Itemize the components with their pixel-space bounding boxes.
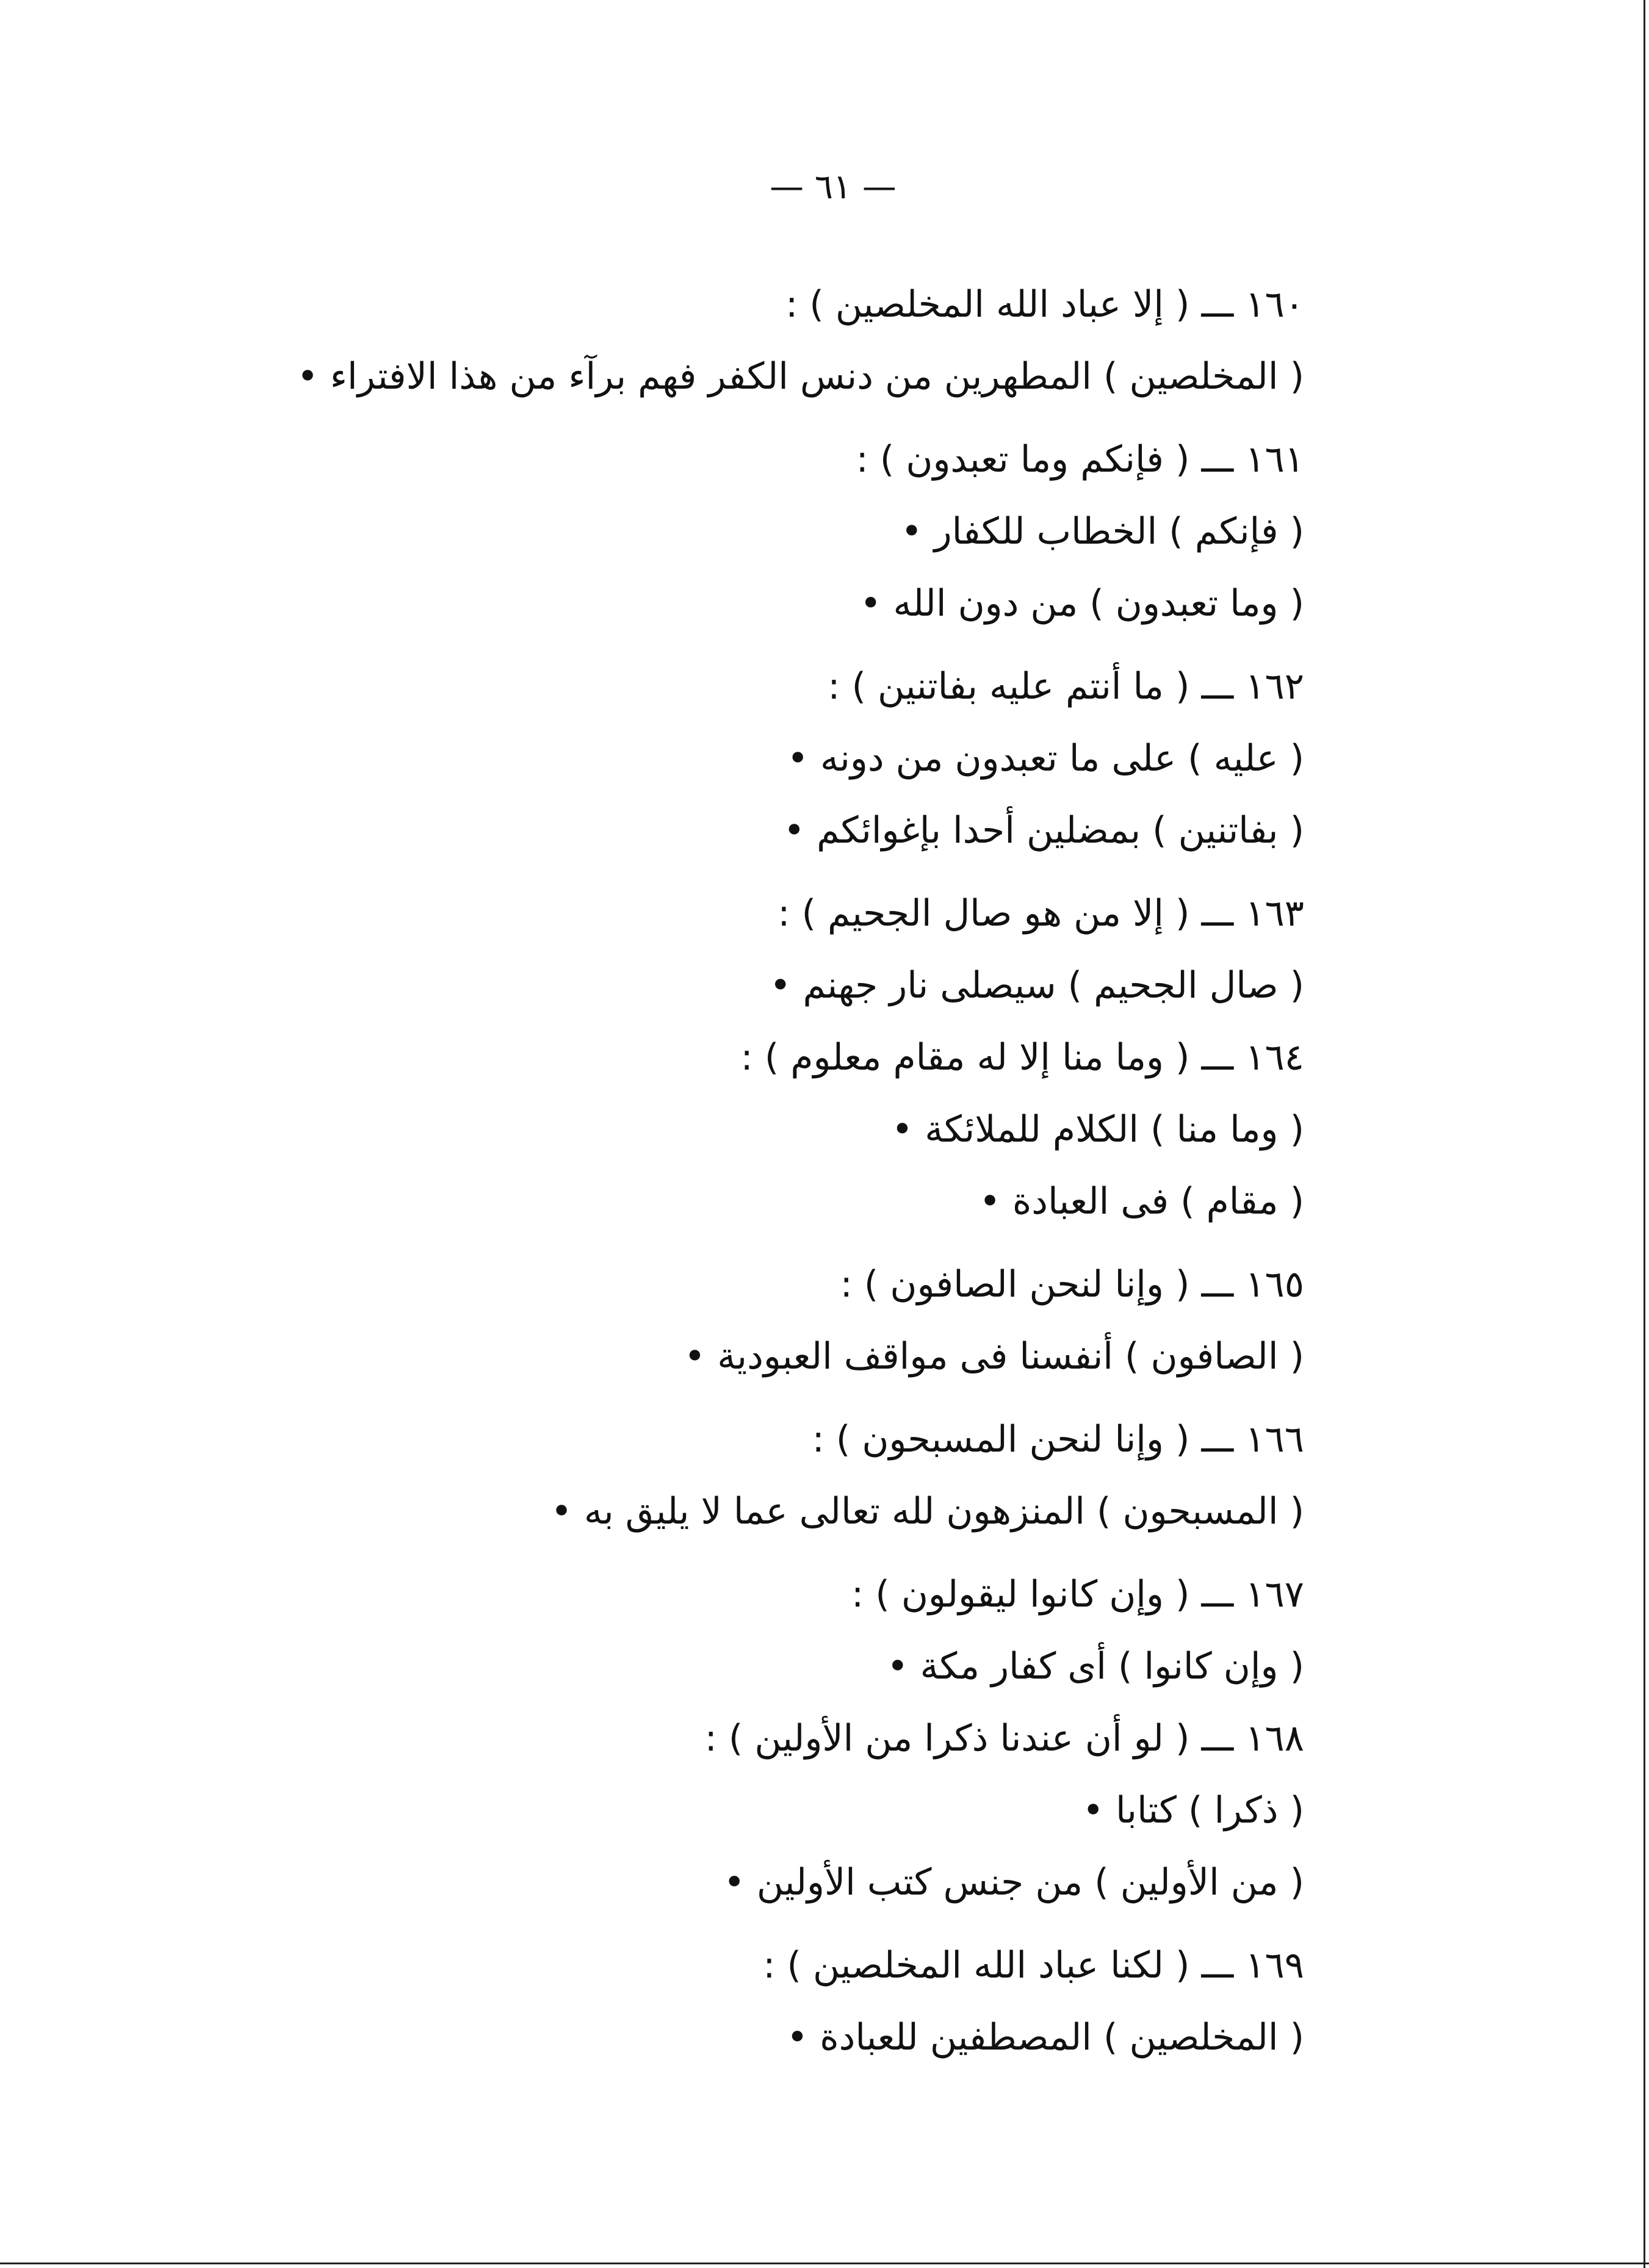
verse-heading-165: ١٦٥ ـــ ( وإنا لنحن الصافون ) : (840, 1263, 1304, 1306)
gloss-line: ( وإن كانوا ) أى كفار مكة • (887, 1645, 1304, 1688)
gloss-line: ( عليه ) على ما تعبدون من دونه • (787, 737, 1304, 780)
commentary-text (236, 268, 1304, 2073)
verse-heading-161: ١٦١ ـــ ( فإنكم وما تعبدون ) : (856, 438, 1304, 481)
gloss-line: ( المخلصين ) المصطفين للعبادة • (786, 2016, 1304, 2059)
gloss-line: ( ذكرا ) كتابا • (1082, 1789, 1304, 1832)
gloss-line: ( صال الجحيم ) سيصلى نار جهنم • (769, 964, 1304, 1007)
gloss-line: ( الصافون ) أنفسنا فى مواقف العبودية • (684, 1335, 1304, 1378)
gloss-line: ( المخلصين ) المطهرين من دنس الكفر فهم برآء من هذا الافتراء • (297, 355, 1304, 398)
verse-heading-163: ١٦٣ ـــ ( إلا من هو صال الجحيم ) : (778, 892, 1304, 935)
page-number: — ٦١ — (770, 167, 897, 207)
gloss-line: ( المسبحون ) المنزهون لله تعالى عما لا يليق به • (550, 1490, 1304, 1533)
verse-heading-164: ١٦٤ ـــ ( وما منا إلا له مقام معلوم ) : (740, 1036, 1304, 1079)
page-border-right (1644, 0, 1645, 2268)
verse-heading-160: ١٦٠ ـــ ( إلا عباد الله المخلصين ) : (785, 283, 1304, 326)
verse-heading-168: ١٦٨ ـــ ( لو أن عندنا ذكرا من الأولين ) : (704, 1717, 1304, 1760)
gloss-line: ( مقام ) فى العبادة • (979, 1180, 1304, 1223)
verse-heading-167: ١٦٧ ـــ ( وإن كانوا ليقولون ) : (851, 1573, 1304, 1616)
gloss-line: ( وما تعبدون ) من دون الله • (860, 582, 1304, 625)
gloss-line: ( بفاتنين ) بمضلين أحدا بإغوائكم • (783, 809, 1304, 852)
verse-heading-169: ١٦٩ ـــ ( لكنا عباد الله المخلصين ) : (763, 1944, 1304, 1987)
verse-heading-166: ١٦٦ ـــ ( وإنا لنحن المسبحون ) : (812, 1418, 1304, 1461)
gloss-line: ( من الأولين ) من جنس كتب الأولين • (723, 1861, 1304, 1904)
page-border-bottom (0, 2263, 1649, 2264)
verse-heading-162: ١٦٢ ـــ ( ما أنتم عليه بفاتنين ) : (828, 665, 1304, 708)
gloss-line: ( وما منا ) الكلام للملائكة • (891, 1108, 1304, 1151)
gloss-line: ( فإنكم ) الخطاب للكفار • (901, 510, 1304, 553)
